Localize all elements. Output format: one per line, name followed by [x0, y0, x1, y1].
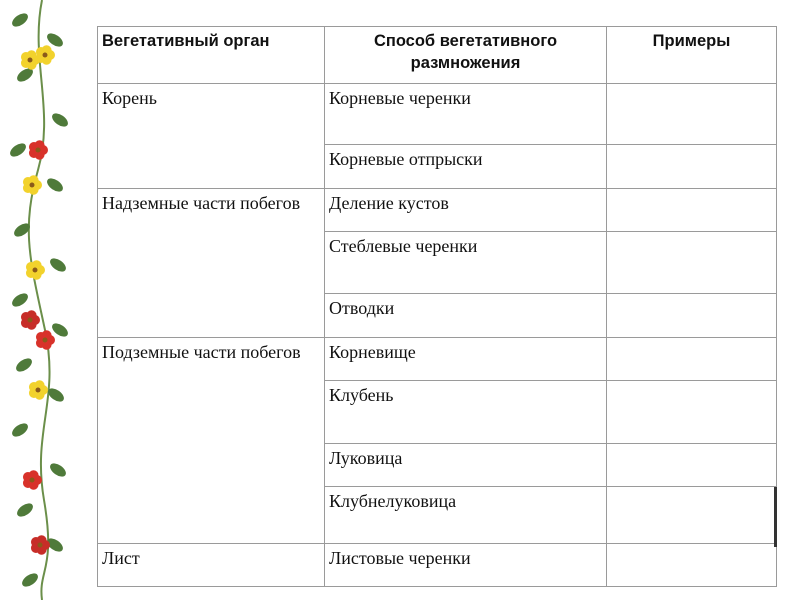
organ-cell: Корень — [98, 84, 325, 189]
organ-cell: Надземные части побегов — [98, 189, 325, 338]
method-cell: Отводки — [325, 294, 607, 338]
leaf-icon — [45, 176, 65, 195]
example-cell[interactable] — [607, 84, 777, 145]
method-cell: Корневище — [325, 338, 607, 381]
example-cell[interactable] — [607, 338, 777, 381]
organ-cell: Подземные части побегов — [98, 338, 325, 544]
header-organ: Вегетативный орган — [98, 27, 325, 84]
example-cell[interactable] — [607, 294, 777, 338]
leaf-icon — [48, 461, 68, 480]
example-cell[interactable] — [607, 487, 777, 544]
flower-icon — [36, 45, 55, 65]
leaf-icon — [50, 111, 70, 130]
flower-icon — [23, 470, 42, 490]
method-cell: Корневые отпрыски — [325, 145, 607, 189]
method-cell: Клубнелуковица — [325, 487, 607, 544]
vegetative-propagation-table — [97, 26, 777, 587]
method-cell: Деление кустов — [325, 189, 607, 232]
right-edge-mark — [774, 487, 777, 547]
leaf-icon — [20, 571, 40, 590]
table-header-row — [98, 27, 777, 84]
leaf-icon — [10, 421, 30, 440]
header-method: Способ вегетативного размножения — [325, 27, 607, 84]
flower-icon — [36, 330, 55, 350]
leaf-icon — [8, 141, 28, 160]
table-row — [98, 338, 777, 381]
table-row — [98, 544, 777, 587]
flower-icon — [29, 380, 48, 400]
flower-icon — [29, 140, 48, 160]
leaf-icon — [14, 356, 34, 375]
example-cell[interactable] — [607, 444, 777, 487]
flower-icon — [26, 260, 45, 280]
table-row — [98, 84, 777, 145]
vine-stem-icon — [29, 0, 50, 600]
leaf-icon — [15, 501, 35, 520]
method-cell: Луковица — [325, 444, 607, 487]
leaf-icon — [10, 11, 30, 30]
method-cell: Стеблевые черенки — [325, 232, 607, 294]
example-cell[interactable] — [607, 189, 777, 232]
method-cell: Листовые черенки — [325, 544, 607, 587]
flower-icon — [23, 175, 42, 195]
leaf-icon — [48, 256, 68, 275]
example-cell[interactable] — [607, 381, 777, 444]
method-cell: Корневые черенки — [325, 84, 607, 145]
table-row — [98, 189, 777, 232]
header-examples: Примеры — [607, 27, 777, 84]
leaf-icon — [10, 291, 30, 310]
example-cell[interactable] — [607, 145, 777, 189]
method-cell: Клубень — [325, 381, 607, 444]
organ-cell: Лист — [98, 544, 325, 587]
example-cell[interactable] — [607, 544, 777, 587]
flower-icon — [21, 310, 40, 330]
floral-border-decoration — [0, 0, 82, 600]
example-cell[interactable] — [607, 232, 777, 294]
